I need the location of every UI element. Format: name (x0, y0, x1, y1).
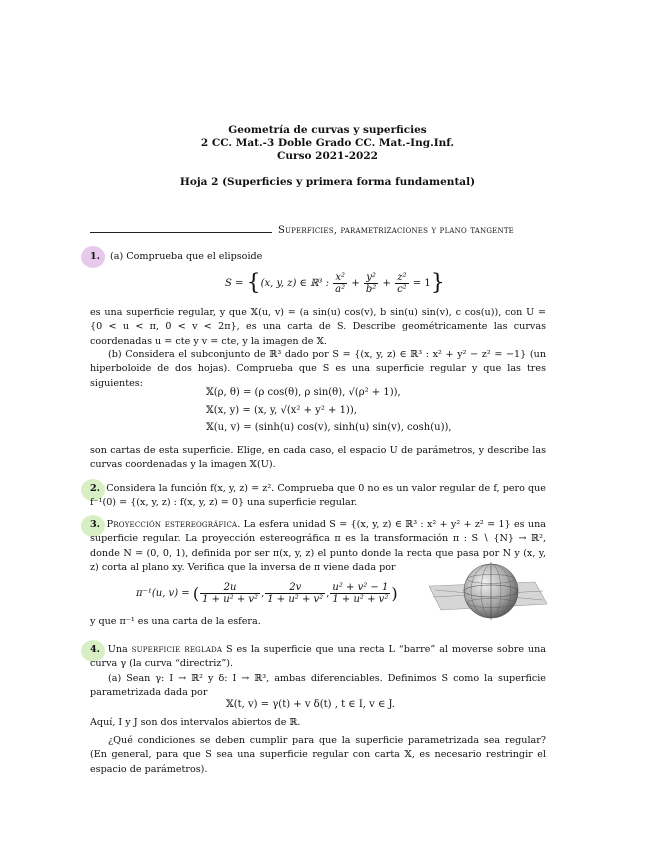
chart-2: 𝕏(x, y) = (x, y, √(x² + y² + 1)), (206, 405, 357, 416)
problem-4-part-a: (a) Sean γ: I → ℝ² y δ: I → ℝ³, ambas diferenciables. Definimos S como la superficie parametrizada dada por (90, 673, 546, 699)
eq-den-3: 1 + u² + v² (332, 594, 389, 605)
problem-3-closing: y que π⁻¹ es una carta de la esfera. (90, 616, 261, 627)
eq-den-1: 1 + u² + v² (202, 594, 259, 605)
ruled-surface-equation: 𝕏(t, v) = γ(t) + v δ(t) , t ∈ I, v ∈ J. (226, 699, 395, 710)
eq-comma-1: , (261, 588, 265, 599)
problem-1-closing: son cartas de esta superficie. Elige, en cada caso, el espacio U de parámetros, y describe las curvas coordenadas y la imagen 𝕏(U). (90, 445, 546, 471)
problem-2-body: Considera la función f(x, y, z) = z². Comprueba que 0 no es un valor regular de f, pero que f⁻¹(0) = {(x, y, z) : f(x, y, z) = 0} una superficie regular. (90, 483, 546, 509)
eq-s: S (225, 278, 232, 289)
course-degree: 2 CC. Mat.-3 Doble Grado CC. Mat.-Ing.Inf. (200, 137, 455, 149)
inverse-projection-equation: π⁻¹(u, v) = ( $\frac{2u}{\text{1 + u² + v²}}$ , $\frac{2v}{\text{1 + u² + v²}}$ , $\frac{\text{u² + v² − 1}}{\text{1 + u² + v²}}$ ) (136, 582, 398, 605)
eq-b2: b² (365, 284, 377, 295)
section-title: Superficies, parametrizaciones y plano tangente (278, 225, 514, 236)
eq-pi-inv: π⁻¹(u, v) = (136, 588, 193, 599)
chart-1: 𝕏(ρ, θ) = (ρ cos(θ), ρ sin(θ), √(ρ² + 1)), (206, 387, 401, 398)
eq-equals: = (231, 278, 247, 289)
eq-num-v: 2v (265, 582, 325, 594)
eq-c2: c² (397, 284, 407, 295)
problem-4-lead: Una (107, 644, 132, 655)
course-title: Geometría de curvas y superficies (228, 124, 427, 136)
problem-3-body: . La esfera unidad S = {(x, y, z) ∈ ℝ³ : x² + y² + z² = 1} es una superficie regular. La proyección estereográfica π es la transformación π : S ∖ {N} → ℝ², donde N = (0, 0, 1), definida por ser π(x, y, z) el punto donde la recta que pasa por N y (x, y, z) corta al plano xy. Verifica que la inversa de π viene dada por (90, 519, 546, 573)
problem-4-number: 4. (90, 644, 101, 655)
eq-den-2: 1 + u² + v² (267, 594, 324, 605)
eq-a2: a² (335, 284, 346, 295)
problem-4-question: ¿Qué condiciones se deben cumplir para que la superficie parametrizada sea regular? (En general, para que S sea una superficie regular con carta 𝕏, es necesario restringir el espacio de parámetros). (90, 735, 546, 775)
course-year: Curso 2021-2022 (277, 150, 378, 162)
problem-4-term: superficie reglada (131, 644, 223, 655)
problem-4-body: S es la superficie que una recta L “barre” al moverse sobre una curva γ (la curva “directriz”). (90, 644, 546, 670)
problem-2-text (90, 482, 546, 511)
eq-y2: y² (364, 272, 378, 284)
problem-4-note: Aquí, I y J son dos intervalos abiertos de ℝ. (90, 717, 301, 728)
problem-3-number: 3. (90, 519, 101, 530)
eq-num-u: 2u (200, 582, 260, 594)
eq-comma-2: , (326, 588, 330, 599)
eq-x2: x² (333, 272, 347, 284)
eq-num-w: u² + v² − 1 (332, 582, 389, 593)
problem-1-part-b-body: (b) Considera el subconjunto de ℝ³ dado por S = {(x, y, z) ∈ ℝ³ : x² + y² − z² = −1} (un hiperboloide de dos hojas). Comprueba que S es una superficie regular y que las tres siguientes: (90, 349, 546, 389)
problem-3-title: Proyección estereográfica (106, 519, 238, 530)
ellipsoid-equation: S = {(x, y, z) ∈ ℝ³ : $\frac{\text{x²}}{\text{a²}}$ + $\frac{\text{y²}}{\text{b²}}$ + $\frac{\text{z²}}{\text{c²}}$ = 1} (225, 270, 445, 296)
eq-plus-2: + (379, 278, 395, 289)
eq-set-start: (x, y, z) ∈ ℝ³ : (260, 278, 329, 289)
eq-z2: z² (395, 272, 409, 284)
sheet-title: Hoja 2 (Superficies y primera forma fundamental) (179, 176, 476, 188)
chart-3: 𝕏(u, v) = (sinh(u) cos(v), sinh(u) sin(v), cosh(u)), (206, 422, 452, 433)
problem-1-part-a-lead: (a) Comprueba que el elipsoide (110, 251, 263, 262)
eq-end: = 1 (409, 278, 431, 289)
eq-plus-1: + (348, 278, 363, 289)
section-rule (90, 232, 272, 233)
problem-1-number: 1. (90, 251, 101, 262)
problem-2-number: 2. (90, 483, 101, 494)
problem-1-part-a-body: es una superficie regular, y que 𝕏(u, v) = (a sin(u) cos(v), b sin(u) sin(v), c cos(u)), con U = {0 < u < π, 0 < v < 2π}, es una carta de S. Describe geométricamente las curvas coordenadas u = cte y v = cte, y la imagen de 𝕏. (90, 307, 546, 347)
problem-4-text (90, 643, 546, 672)
stereographic-sphere-figure (425, 560, 550, 624)
